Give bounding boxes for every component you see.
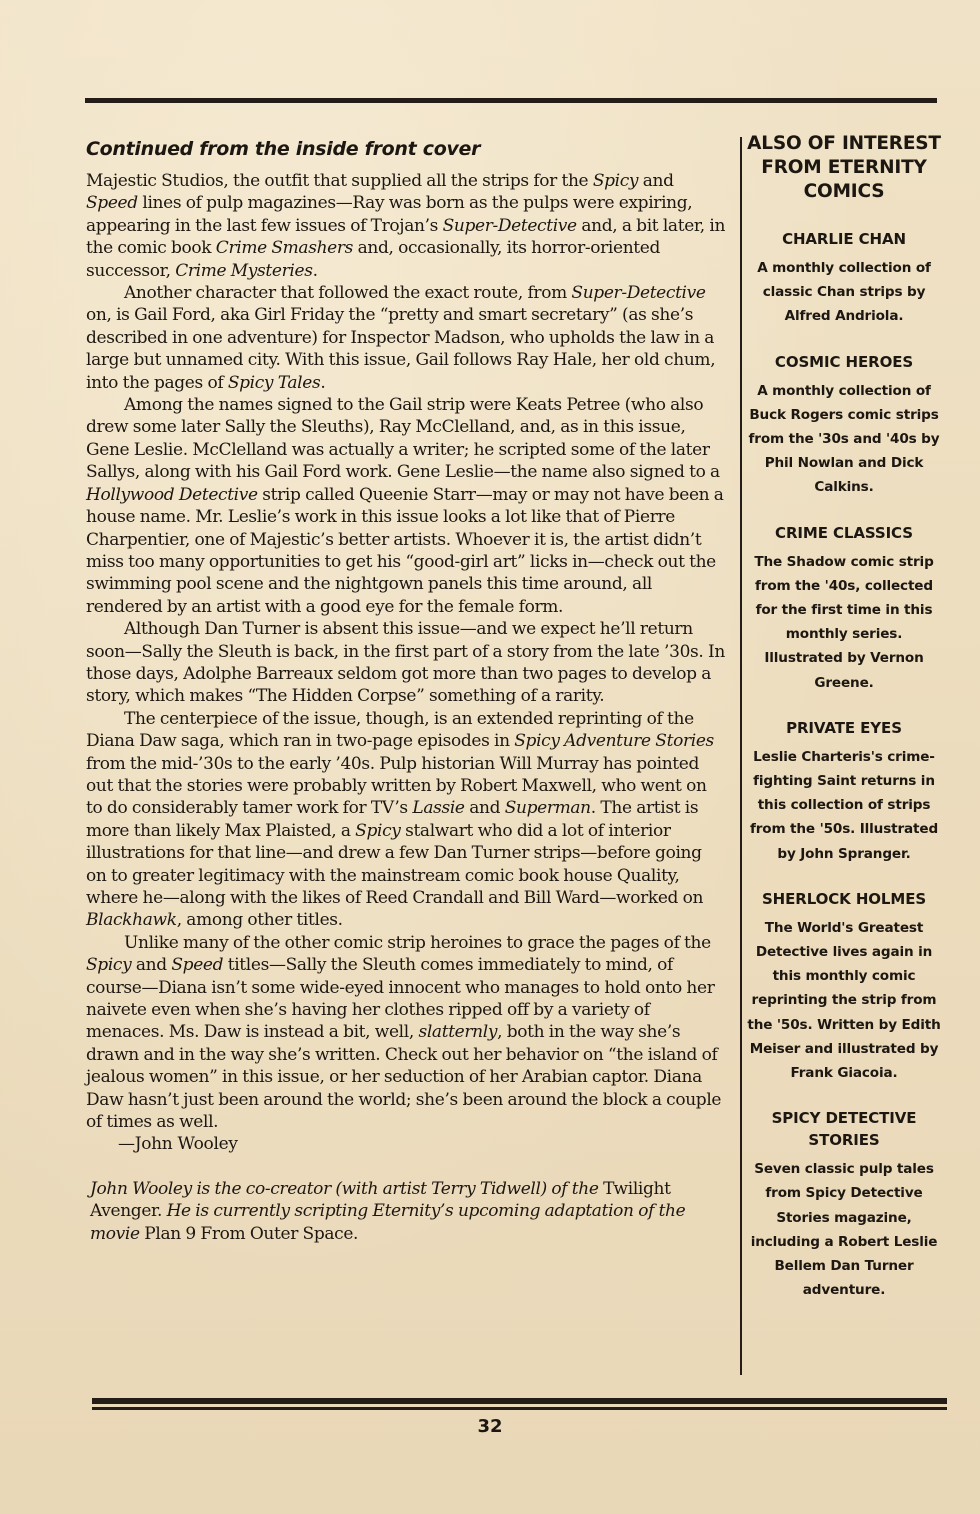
sidebar-item-description: Leslie Charteris's crime-fighting Saint returns in this collection of strips from the '50s. Illustrated by John Spranger. xyxy=(749,748,939,862)
sidebar-item-description: A monthly collection of Buck Rogers comic strips from the '30s and '40s by Phil Nowlan and Dick Calkins. xyxy=(748,382,940,496)
sidebar-item xyxy=(747,351,941,500)
italic-text: Crime Mysteries xyxy=(175,260,313,281)
sidebar-item-title: CHARLIE CHAN xyxy=(782,230,906,248)
italic-text: Super-Detective xyxy=(571,283,706,304)
article-paragraph: Although Dan Turner is absent this issue—and we expect he’ll return soon—Sally the Sleuth is back, in the first part of a story from the late ’30s. In those days, Adolphe Barreaux seldom got more than two pages to develop a story, which makes “The Hidden Corpse” something of a rarity. xyxy=(86,619,725,707)
author-bio: John Wooley is the co-creator (with artist Terry Tidwell) of the Twilight Avenger. He is currently scripting Eternity’s upcoming adaptation of the movie Plan 9 From Outer Space. xyxy=(90,1178,686,1245)
article-heading: Continued from the inside front cover xyxy=(86,138,481,160)
article-paragraph: Majestic Studios, the outfit that supplied all the strips for the Spicy and Speed lines of pulp magazines—Ray was born as the pulps were expiring, appearing in the last few issues of Trojan’s Super-Detective and, a bit later, in the comic book Crime Smashers and, occasionally, its horror-oriented successor, Crime Mysteries. xyxy=(86,171,726,281)
sidebar-item-title: CRIME CLASSICS xyxy=(775,523,913,542)
article-body xyxy=(86,170,726,1133)
page-number: 32 xyxy=(477,1416,503,1437)
italic-text: Lassie xyxy=(412,798,465,819)
sidebar-item xyxy=(747,522,941,695)
column-divider xyxy=(740,137,742,1375)
italic-text: slatternly xyxy=(418,1022,498,1043)
italic-text: Superman xyxy=(504,798,591,819)
italic-text: Spicy Tales xyxy=(227,372,321,393)
sidebar-item xyxy=(747,717,941,866)
italic-text: Spicy xyxy=(592,171,639,191)
italic-text: Blackhawk xyxy=(86,910,177,931)
article-paragraph: Unlike many of the other comic strip heroines to grace the pages of the Spicy and Speed titles—Sally the Sleuth comes immediately to mind, of course—Diana isn’t some wide-eyed innocent who manages to hold onto her naivete even when she’s having her clothes ripped off by a variety of menaces. Ms. Daw is instead a bit, well, slatternly, both in the way she’s drawn and in the way she’s written. Check out her behavior on “the island of jealous women” in this issue, or her seduction of her Arabian captor. Diana Daw hasn’t just been around the world; she’s been around the block a couple of times as well. xyxy=(86,932,722,1133)
italic-text: Super-Detective xyxy=(442,215,577,236)
sidebar-item-description: Seven classic pulp tales from Spicy Detective Stories magazine, including a Robert Leslie Bellem Dan Turner adventure. xyxy=(750,1161,938,1299)
italic-text: Hollywood Detective xyxy=(86,484,258,505)
author-signoff: —John Wooley xyxy=(118,1134,238,1155)
sidebar-item-title: SPICY DETECTIVE STORIES xyxy=(771,1109,917,1150)
italic-text: Speed xyxy=(171,955,224,976)
bottom-rule-thin xyxy=(92,1407,947,1410)
sidebar-item-description: A monthly collection of classic Chan strips by Alfred Andriola. xyxy=(757,260,931,325)
italic-text: Speed xyxy=(86,193,138,214)
sidebar-item-description: The Shadow comic strip from the '40s, collected for the first time in this monthly series. Illustrated by Vernon Greene. xyxy=(754,553,934,691)
sidebar-item-title: PRIVATE EYES xyxy=(786,718,902,737)
bottom-rule xyxy=(92,1398,947,1404)
sidebar xyxy=(747,132,941,1325)
article-column xyxy=(86,138,726,1246)
italic-text: Spicy xyxy=(86,955,132,976)
sidebar-item-title: SHERLOCK HOLMES xyxy=(761,889,927,908)
sidebar-item-description: The World's Greatest Detective lives again in this monthly comic reprinting the strip from the '50s. Written by Edith Meiser and illustrated by Frank Giacoia. xyxy=(747,919,941,1082)
sidebar-item xyxy=(747,888,941,1085)
article-paragraph: Among the names signed to the Gail strip were Keats Petree (who also drew some later Sally the Sleuths), Ray McClelland, and, as in this issue, Gene Leslie. McClelland was actually a writer; he scripted some of the later Sallys, along with his Gail Ford work. Gene Leslie—the name also signed to a Hollywood Detective strip called Queenie Starr—may or may not have been a house name. Mr. Leslie’s work in this issue looks a lot like that of Pierre Charpentier, one of Majestic’s better artists. Whoever it is, the artist didn’t miss too many opportunities to get his “good-girl art” licks in—check out the swimming pool scene and the nightgown panels this time around, all rendered by an artist with a good eye for the female form. xyxy=(86,395,724,617)
top-rule xyxy=(85,98,937,103)
italic-text: John Wooley is the co-creator (with artist Terry Tidwell) of the xyxy=(90,1178,599,1199)
article-paragraph: The centerpiece of the issue, though, is an extended reprinting of the Diana Daw saga, which ran in two-page episodes in Spicy Adventure Stories from the mid-’30s to the early ’40s. Pulp historian Will Murray has pointed out that the stories were probably written by Robert Maxwell, who went on to do considerably tamer work for TV’s Lassie and Superman. The artist is more than likely Max Plaisted, a Spicy stalwart who did a lot of interior illustrations for that line—and drew a few Dan Turner strips—before going on to greater legitimacy with the mainstream comic book house Quality, where he—along with the likes of Reed Crandall and Bill Ward—worked on Blackhawk, among other titles. xyxy=(86,708,714,931)
sidebar-item-title: COSMIC HEROES xyxy=(774,352,914,371)
italic-text: Spicy xyxy=(355,820,401,841)
sidebar-title: ALSO OF INTEREST FROM ETERNITY COMICS xyxy=(747,133,941,202)
article-paragraph: Another character that followed the exact route, from Super-Detective on, is Gail Ford, aka Girl Friday the “pretty and smart secretary” (as she’s described in one adventure) for Inspector Madson, who upholds the law in a large but unnamed city. With this issue, Gail follows Ray Hale, her old chum, into the pages of Spicy Tales. xyxy=(86,283,716,393)
italic-text: Spicy Adventure Stories xyxy=(514,731,714,752)
sidebar-item xyxy=(747,228,941,329)
sidebar-item xyxy=(747,1107,941,1302)
italic-text: Crime Smashers xyxy=(215,238,354,259)
italic-text: He is currently scripting Eternity’s upcoming adaptation of the movie xyxy=(90,1201,686,1245)
